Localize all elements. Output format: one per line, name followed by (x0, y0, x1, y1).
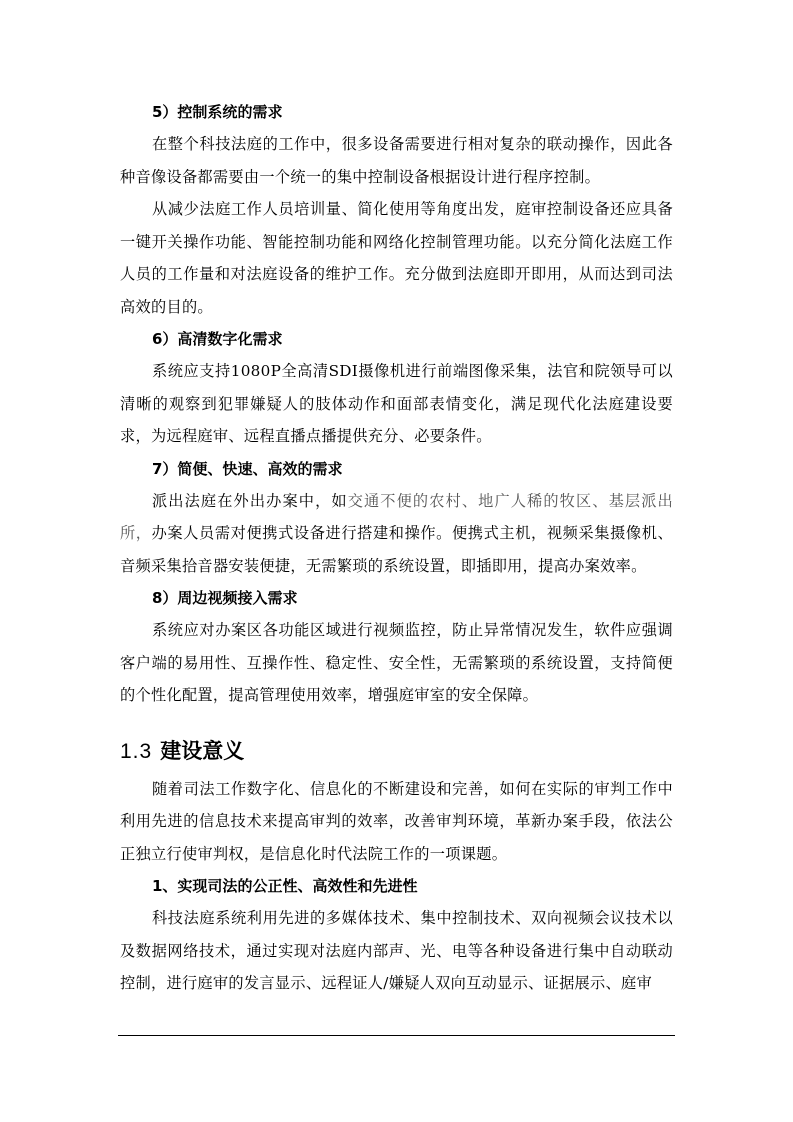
subheading-fairness-efficiency: 1、实现司法的公正性、高效性和先进性 (152, 877, 418, 895)
paragraph-portable-lead: 派出法庭在外出办案中，如 (152, 491, 348, 510)
document-body (120, 96, 673, 1000)
paragraph-hd-camera: 系统应支持1080P全高清SDI摄像机进行前端图像采集，法官和院领导可以清晰的观察到犯罪嫌疑人的肢体动作和面部表情变化，满足现代化法庭建设要求，为远程庭审、远程直播点播提供充分、必要条件。 (120, 362, 673, 445)
paragraph-video-monitoring: 系统应对办案区各功能区域进行视频监控，防止异常情况发生，软件应强调客户端的易用性、互操作性、稳定性、安全性，无需繁琐的系统设置，支持简便的个性化配置，提高管理使用效率，增强庭审室的安全保障。 (120, 621, 673, 704)
paragraph-portable (120, 485, 673, 583)
section-number: 1.3 (120, 739, 153, 763)
paragraph-control-linkage: 在整个科技法庭的工作中，很多设备需要进行相对复杂的联动操作，因此各种音像设备都需要由一个统一的集中控制设备根据设计进行程序控制。 (120, 135, 673, 186)
paragraph-portable-rest: 办案人员需对便携式设备进行搭建和操作。便携式主机，视频采集摄像机、音频采集拾音器安装便捷，无需繁琐的系统设置，即插即用，提高办案效率。 (120, 524, 673, 575)
footer-divider (118, 1035, 675, 1036)
section-title: 建设意义 (160, 738, 245, 763)
paragraph-significance-intro: 随着司法工作数字化、信息化的不断建设和完善，如何在实际的审判工作中利用先进的信息技术来提高审判的效率，改善审判环境，革新办案手段，依法公正独立行使审判权，是信息化时代法院工作的一项课题。 (120, 779, 673, 863)
subheading-simple-fast: 7）简便、快速、高效的需求 (152, 459, 343, 478)
section-heading-significance (120, 736, 673, 767)
subheading-hd-digital: 6）高清数字化需求 (152, 330, 283, 348)
paragraph-tech-court-system: 科技法庭系统利用先进的多媒体技术、集中控制技术、双向视频会议技术以及数据网络技术，通过实现对法庭内部声、光、电等各种设备进行集中自动联动控制，进行庭审的发言显示、远程证人/嫌疑人双向互动显示、证据展示、庭审 (120, 909, 673, 992)
paragraph-portable-muted: 交通不便的农村、地广人稀的牧区、基层派出所， (120, 491, 673, 542)
subheading-peripheral-video: 8）周边视频接入需求 (152, 589, 298, 607)
subheading-control-system: 5）控制系统的需求 (152, 103, 283, 121)
paragraph-control-simplify: 从减少法庭工作人员培训量、简化使用等角度出发，庭审控制设备还应具备一键开关操作功能、智能控制功能和网络化控制管理功能。以充分简化法庭工作人员的工作量和对法庭设备的维护工作。充分做到法庭即开即用，从而达到司法高效的目的。 (120, 200, 673, 316)
